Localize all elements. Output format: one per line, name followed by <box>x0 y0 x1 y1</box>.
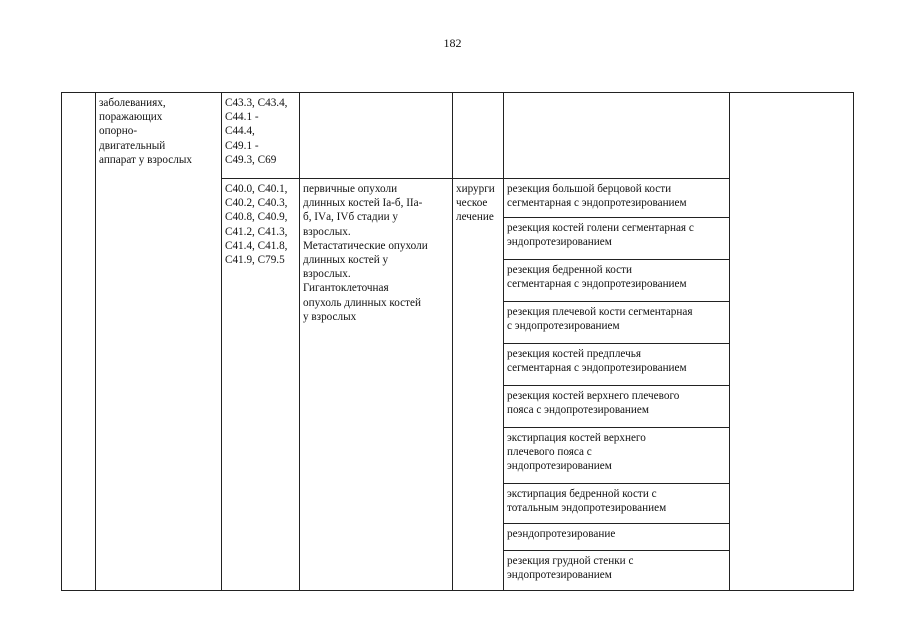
method-line: с эндопротезированием <box>507 320 620 333</box>
method-cell <box>504 524 730 551</box>
method-cell <box>504 484 730 524</box>
method-cell-empty <box>504 93 730 179</box>
method-cell <box>504 428 730 484</box>
method-line: эндопротезированием <box>507 569 612 582</box>
treatment-line: лечение <box>456 211 494 224</box>
method-cell <box>504 344 730 386</box>
method-line: резекция большой берцовой кости <box>507 183 672 195</box>
model-cell-empty <box>300 93 453 179</box>
method-cell <box>504 302 730 344</box>
method-line: экстирпация бедренной кости с <box>507 488 657 500</box>
method-line: эндопротезированием <box>507 460 612 473</box>
code-line: C40.8, C40.9, <box>225 211 288 224</box>
method-line: сегментарная с эндопротезированием <box>507 197 687 210</box>
method-line: резекция костей предплечья <box>507 348 641 360</box>
disease-line: двигательный <box>99 139 166 152</box>
method-line: эндопротезированием <box>507 236 612 249</box>
method-line: пояса с эндопротезированием <box>507 404 649 417</box>
code-line: C40.0, C40.1, <box>225 183 288 195</box>
model-line: у взрослых <box>303 310 357 323</box>
treatment-type-cell <box>453 179 504 591</box>
code-line: C44.4, <box>225 125 255 138</box>
model-line: первичные опухоли <box>303 183 398 195</box>
model-line: длинных костей у <box>303 254 389 267</box>
disease-line: аппарат у взрослых <box>99 153 192 166</box>
page-number: 182 <box>443 36 462 50</box>
method-line: плечевого пояса с <box>507 446 592 459</box>
index-cell <box>62 93 96 591</box>
method-line: сегментарная с эндопротезированием <box>507 278 687 291</box>
method-line: экстирпация костей верхнего <box>507 432 646 444</box>
model-line: Гигантоклеточная <box>303 282 389 295</box>
disease-cell <box>96 93 222 591</box>
disease-line: заболеваниях, <box>99 97 166 109</box>
model-line: взрослых. <box>303 225 351 238</box>
method-line: тотальным эндопротезированием <box>507 502 667 515</box>
disease-line: опорно- <box>99 125 138 138</box>
model-line: б, IVа, IVб стадии у <box>303 211 398 224</box>
code-line: C40.2, C40.3, <box>225 197 288 210</box>
model-line: Метастатические опухоли <box>303 239 428 252</box>
table-row-block1 <box>62 93 854 179</box>
codes-cell <box>222 93 300 179</box>
method-cell <box>504 179 730 218</box>
disease-line: поражающих <box>99 111 163 124</box>
method-line: резекция костей верхнего плечевого <box>507 390 680 402</box>
norm-cell <box>730 93 854 591</box>
method-line: резекция грудной стенки с <box>507 555 634 567</box>
method-line: резекция бедренной кости <box>507 264 632 276</box>
method-cell <box>504 386 730 428</box>
code-line: C43.3, C43.4, <box>225 97 288 109</box>
model-line: опухоль длинных костей <box>303 296 421 309</box>
code-line: C49.1 - <box>225 139 259 152</box>
code-line: C44.1 - <box>225 111 259 124</box>
code-line: C49.3, C69 <box>225 153 277 166</box>
medical-care-table <box>61 92 854 591</box>
disease-text <box>99 96 218 167</box>
method-cell <box>504 260 730 302</box>
treatment-line: ческое <box>456 197 488 210</box>
model-line: длинных костей Iа-б, IIа- <box>303 197 423 210</box>
treatment-line: хирурги <box>456 183 495 195</box>
codes-cell <box>222 179 300 591</box>
method-line: резекция плечевой кости сегментарная <box>507 306 693 318</box>
method-cell <box>504 551 730 591</box>
code-line: C41.4, C41.8, <box>225 239 288 252</box>
code-line: C41.9, C79.5 <box>225 254 285 267</box>
model-line: взрослых. <box>303 268 351 281</box>
method-line: сегментарная с эндопротезированием <box>507 362 687 375</box>
method-line: реэндопротезирование <box>507 528 616 540</box>
method-cell <box>504 218 730 260</box>
patient-model-cell <box>300 179 453 591</box>
method-line: резекция костей голени сегментарная с <box>507 222 694 234</box>
code-line: C41.2, C41.3, <box>225 225 288 238</box>
treatment-cell-empty <box>453 93 504 179</box>
